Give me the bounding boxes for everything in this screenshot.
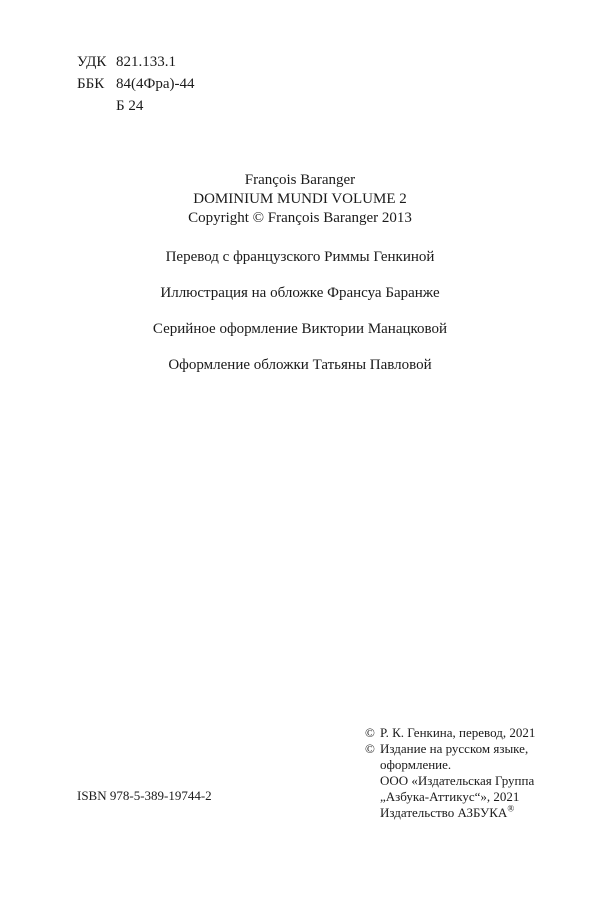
- copyright-notices: [365, 725, 585, 821]
- cover-illustration-credit: Иллюстрация на обложке Франсуа Баранже: [160, 285, 440, 301]
- publisher-line-1: ООО «Издательская Группа: [380, 773, 535, 788]
- original-title: DOMINIUM MUNDI VOLUME 2: [193, 191, 407, 207]
- author-mark-value: Б 24: [116, 98, 144, 114]
- edition-copyright-row: [365, 741, 585, 773]
- series-design-credit: Серийное оформление Виктории Манацковой: [152, 321, 448, 337]
- author-mark-label: [77, 95, 116, 117]
- translator-credit: Перевод с французского Риммы Генкиной: [165, 249, 435, 265]
- bbk-row: [77, 73, 195, 95]
- imprint-line: [380, 805, 585, 821]
- author-mark-row: [77, 95, 195, 117]
- copyright-symbol: ©: [365, 725, 375, 740]
- credits-block: [0, 171, 600, 375]
- edition-copyright: [380, 741, 528, 773]
- publisher-line-2: „Азбука-Аттикус“», 2021: [380, 789, 520, 804]
- udk-row: [77, 51, 195, 73]
- original-edition-info: [0, 171, 600, 228]
- bbk-label: ББК: [77, 76, 105, 92]
- original-author: François Baranger: [244, 172, 356, 188]
- isbn: ISBN 978-5-389-19744-2: [77, 788, 212, 803]
- original-copyright: Copyright © François Baranger 2013: [188, 210, 412, 226]
- edition-line-1: Издание на русском языке,: [380, 741, 529, 756]
- translation-copyright: Р. К. Генкина, перевод, 2021: [380, 725, 536, 740]
- edition-line-2: оформление.: [380, 757, 452, 772]
- cover-design-credit: Оформление обложки Татьяны Павловой: [168, 357, 432, 373]
- translation-copyright-row: [365, 725, 585, 741]
- bbk-value: 84(4Фра)-44: [116, 76, 195, 92]
- registered-mark: ®: [507, 803, 515, 814]
- publisher-info: [365, 773, 585, 821]
- udk-value: 821.133.1: [116, 54, 176, 70]
- udk-label: УДК: [77, 54, 107, 70]
- copyright-symbol: ©: [365, 741, 375, 756]
- imprint-name: Издательство АЗБУКА: [380, 805, 508, 820]
- classification-codes: [77, 51, 195, 117]
